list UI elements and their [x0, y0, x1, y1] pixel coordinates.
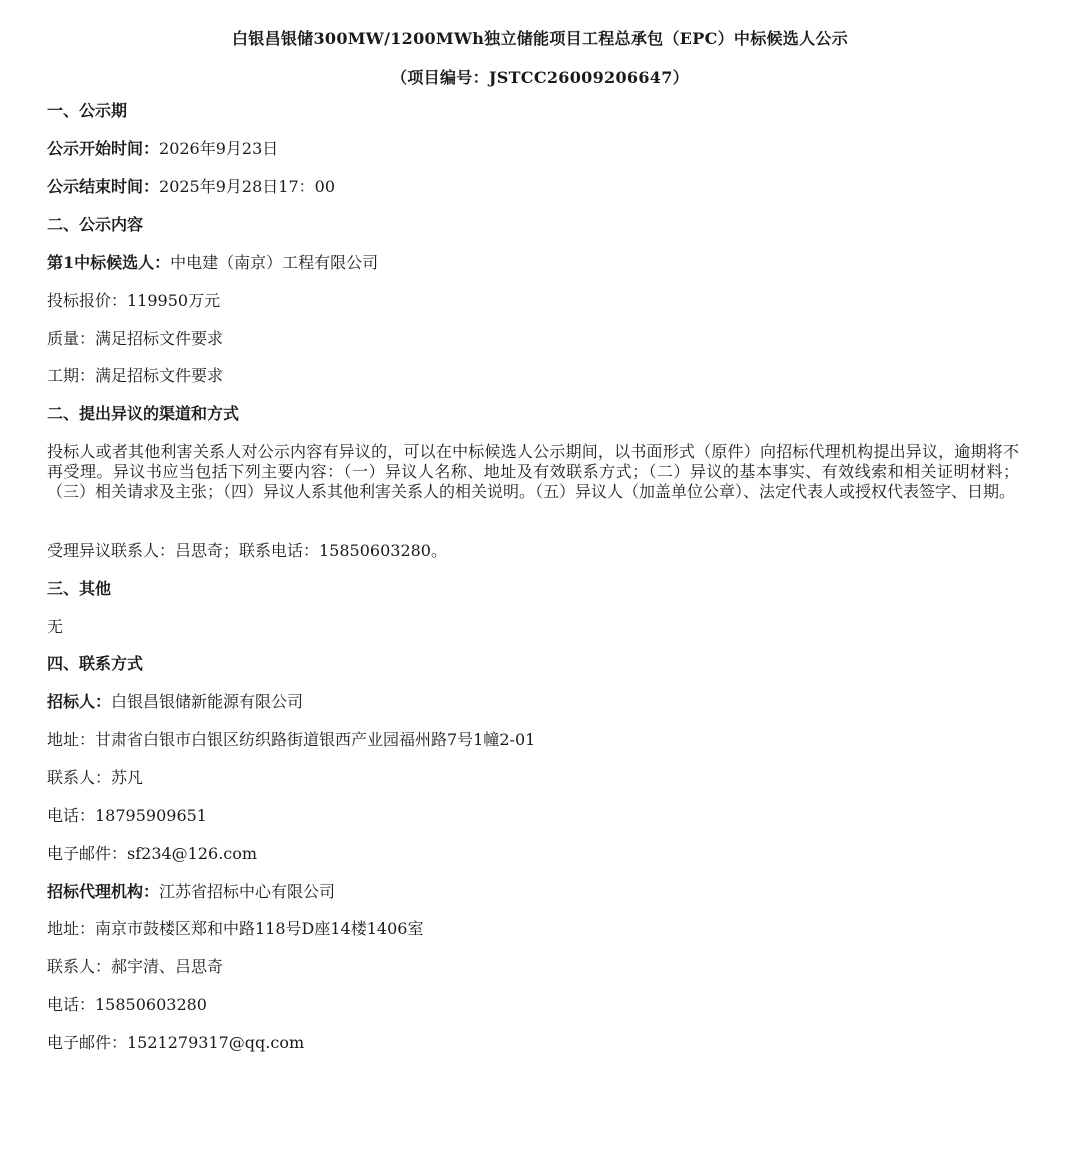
agency-address: 地址：南京市鼓楼区郑和中路118号D座14楼1406室: [47, 919, 424, 938]
publicity-start-label: 公示开始时间：: [47, 139, 160, 158]
tenderer-value: 白银昌银储新能源有限公司: [111, 692, 304, 711]
other-body: 无: [47, 617, 64, 636]
section-heading-contact: 四、联系方式: [47, 654, 144, 673]
duration-requirement: 工期：满足招标文件要求: [47, 366, 224, 385]
page-title: 白银昌银储300MW/1200MWh独立储能项目工程总承包（EPC）中标候选人公示: [231, 29, 849, 48]
section-heading-publicity-content: 二、公示内容: [47, 215, 144, 234]
candidate-row: [47, 253, 378, 273]
tenderer-address: 地址：甘肃省白银市白银区纺织路街道银西产业园福州路7号1幢2-01: [47, 730, 536, 749]
agency-phone: 电话：15850603280: [47, 995, 207, 1014]
agency-value: 江苏省招标中心有限公司: [159, 882, 336, 901]
tenderer-label: 招标人：: [47, 692, 112, 711]
objection-contact: 受理异议联系人：吕思奇；联系电话：15850603280。: [47, 541, 447, 560]
tenderer-email: 电子邮件：sf234@126.com: [47, 844, 258, 863]
agency-contact: 联系人：郝宇清、吕思奇: [47, 957, 224, 976]
objection-body: 投标人或者其他利害关系人对公示内容有异议的，可以在中标候选人公示期间，以书面形式（原件）向招标代理机构提出异议，逾期将不再受理。异议书应当包括下列主要内容：（一）异议人名称、地址及有效联系方式；（二）异议的基本事实、有效线索和相关证明材料；（三）相关请求及主张；（四）异议人系其他利害关系人的相关说明。（五）异议人（加盖单位公章）、法定代表人或授权代表签字、日期。: [47, 442, 1019, 501]
section-heading-other: 三、其他: [47, 579, 112, 598]
quality-requirement: 质量：满足招标文件要求: [47, 329, 224, 348]
section-heading-publicity-period: 一、公示期: [47, 101, 128, 120]
agency-label: 招标代理机构：: [47, 882, 160, 901]
publicity-start-row: [47, 139, 278, 159]
publicity-end-row: [47, 177, 335, 197]
tenderer-row: [47, 692, 303, 712]
publicity-start-value: 2026年9月23日: [159, 139, 279, 158]
candidate-label: 第1中标候选人：: [47, 253, 171, 272]
tenderer-phone: 电话：18795909651: [47, 806, 207, 825]
publicity-end-label: 公示结束时间：: [47, 177, 160, 196]
bid-price: 投标报价：119950万元: [47, 291, 221, 310]
section-heading-objection-channels: 二、提出异议的渠道和方式: [47, 404, 240, 423]
project-number: （项目编号：JSTCC26009206647）: [391, 68, 689, 87]
agency-row: [47, 882, 335, 902]
agency-email: 电子邮件：1521279317@qq.com: [47, 1033, 305, 1052]
tenderer-contact: 联系人：苏凡: [47, 768, 144, 787]
candidate-value: 中电建（南京）工程有限公司: [170, 253, 379, 272]
publicity-end-value: 2025年9月28日17：00: [159, 177, 335, 196]
